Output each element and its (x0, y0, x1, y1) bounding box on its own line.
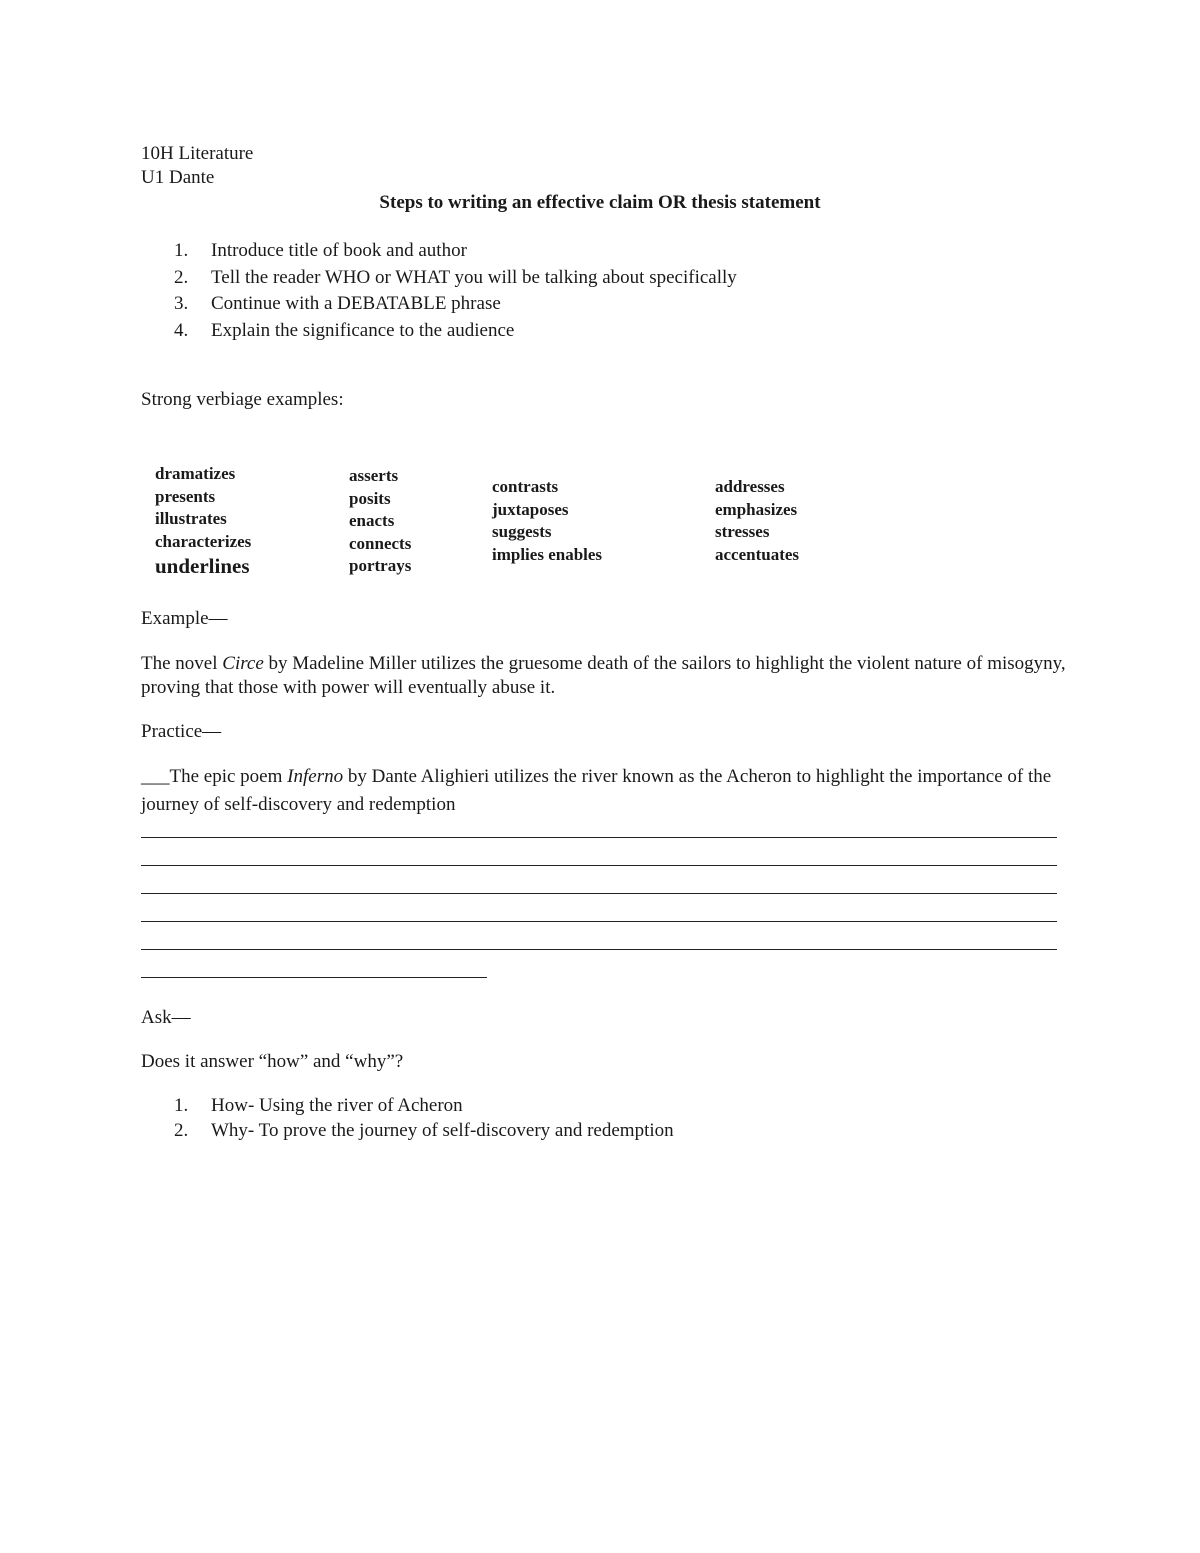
example-paragraph (141, 652, 1071, 700)
verb-column-2 (349, 465, 411, 578)
practice-book-title: Inferno (287, 766, 344, 787)
verb-word: characterizes (155, 531, 252, 551)
answer-line[interactable] (141, 949, 1057, 950)
practice-text-after: by Dante Alighieri utilizes the river known as the Acheron to highlight the importance of the journey of self-discovery and redemption (141, 766, 1052, 815)
verb-word: suggests (492, 522, 552, 541)
list-text: Continue with a DEBATABLE phrase (211, 293, 501, 314)
verb-column-1 (155, 463, 251, 579)
verb-column-4 (715, 476, 799, 566)
example-text-before: The novel (141, 653, 223, 674)
verb-word: dramatizes (155, 464, 236, 483)
verb-word: emphasizes (715, 499, 798, 519)
example-text-after: by Madeline Miller utilizes the gruesome death of the sailors to highlight the violent nature of misogyny, proving that those with power will eventually abuse it. (141, 653, 1066, 698)
verb-word: accentuates (715, 544, 800, 564)
verb-word: juxtaposes (492, 499, 569, 519)
verb-word: illustrates (155, 509, 227, 528)
example-label: Example— (141, 608, 228, 629)
verb-word: presents (155, 486, 216, 506)
example-book-title: Circe (222, 653, 264, 674)
unit-label: U1 Dante (141, 167, 215, 188)
verb-word: implies enables (492, 544, 603, 564)
practice-paragraph (141, 763, 1071, 819)
verb-word: portrays (349, 556, 412, 575)
list-text: Tell the reader WHO or WHAT you will be talking about specifically (211, 266, 737, 288)
verb-word: stresses (715, 522, 770, 541)
list-text: Why- To prove the journey of self-discovery and redemption (211, 1119, 674, 1141)
verb-word: posits (349, 488, 391, 508)
list-number: 1. (174, 1095, 189, 1116)
verbiage-label: Strong verbiage examples: (141, 389, 344, 410)
answer-line[interactable] (141, 977, 487, 978)
ask-question: Does it answer “how” and “why”? (141, 1051, 404, 1072)
verb-word: addresses (715, 477, 785, 496)
list-text: How- Using the river of Acheron (211, 1095, 463, 1116)
ask-label: Ask— (141, 1007, 191, 1028)
list-number: 4. (174, 319, 189, 341)
list-text: Explain the significance to the audience (211, 319, 515, 341)
practice-text-before: The epic poem (169, 766, 288, 787)
list-number: 2. (174, 1119, 189, 1141)
verb-column-3 (492, 476, 602, 566)
verb-word: enacts (349, 511, 395, 530)
page-title: Steps to writing an effective claim OR thesis statement (379, 192, 821, 213)
list-number: 2. (174, 266, 189, 288)
list-text: Introduce title of book and author (211, 240, 467, 261)
practice-label: Practice— (141, 721, 222, 742)
verb-word: contrasts (492, 477, 559, 496)
practice-blank: ___ (141, 766, 170, 787)
answer-line[interactable] (141, 921, 1057, 922)
list-number: 3. (174, 293, 189, 314)
verb-word: underlines (155, 554, 250, 578)
verb-word: connects (349, 533, 412, 553)
course-label: 10H Literature (141, 143, 254, 164)
list-number: 1. (174, 240, 189, 261)
answer-line[interactable] (141, 893, 1057, 894)
answer-line[interactable] (141, 865, 1057, 866)
answer-line[interactable] (141, 837, 1057, 838)
verb-word: asserts (349, 466, 399, 485)
